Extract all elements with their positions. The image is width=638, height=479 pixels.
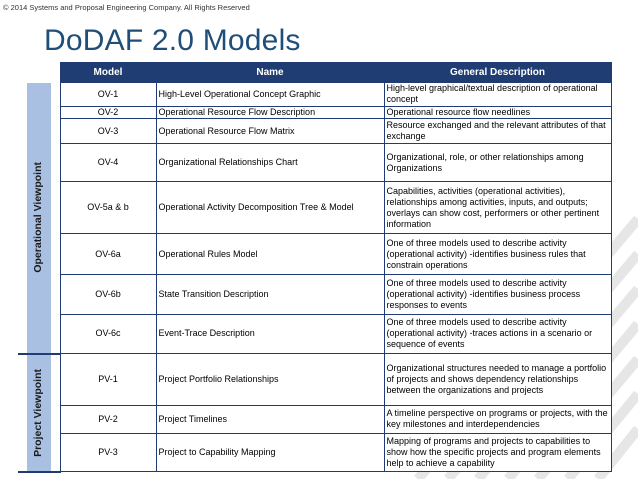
description-cell: Capabilities, activities (operational activities), relationships among activities, inputs, and outputs; overlays can show cost, performers or other pertinent information	[384, 182, 611, 234]
table-row	[18, 354, 611, 406]
description-cell: A timeline perspective on programs or projects, with the key milestones and interdependencies	[384, 405, 611, 433]
project-viewpoint-cell	[18, 354, 60, 472]
name-cell: State Transition Description	[156, 275, 384, 314]
name-cell: High-Level Operational Concept Graphic	[156, 83, 384, 107]
model-cell: PV-3	[60, 433, 156, 471]
model-cell: PV-1	[60, 354, 156, 406]
header-name: Name	[156, 63, 384, 83]
name-cell: Project Timelines	[156, 405, 384, 433]
description-cell: One of three models used to describe activity (operational activity) -identifies business process responses to events	[384, 275, 611, 314]
description-cell: Resource exchanged and the relevant attributes of that exchange	[384, 119, 611, 144]
model-cell: OV-3	[60, 119, 156, 144]
name-cell: Event-Trace Description	[156, 314, 384, 353]
table-row	[18, 83, 611, 107]
model-cell: OV-6c	[60, 314, 156, 353]
name-cell: Project to Capability Mapping	[156, 433, 384, 471]
table-header-row	[18, 63, 611, 83]
project-viewpoint-label: Project Viewpoint	[32, 368, 45, 457]
description-cell: One of three models used to describe activity (operational activity) -identifies business rules that constrain operations	[384, 233, 611, 274]
model-cell: OV-6a	[60, 233, 156, 274]
name-cell: Operational Resource Flow Description	[156, 106, 384, 118]
model-cell: OV-5a & b	[60, 182, 156, 234]
table-row	[18, 182, 611, 234]
table-row	[18, 275, 611, 314]
description-cell: Mapping of programs and projects to capabilities to show how the specific projects and program elements help to achieve a capability	[384, 433, 611, 471]
name-cell: Project Portfolio Relationships	[156, 354, 384, 406]
name-cell: Operational Activity Decomposition Tree & Model	[156, 182, 384, 234]
table-row	[18, 314, 611, 353]
name-cell: Operational Rules Model	[156, 233, 384, 274]
operational-viewpoint-cell	[18, 83, 60, 354]
description-cell: High-level graphical/textual description of operational concept	[384, 83, 611, 107]
model-cell: OV-2	[60, 106, 156, 118]
table-row	[18, 144, 611, 182]
table-row	[18, 119, 611, 144]
model-cell: OV-1	[60, 83, 156, 107]
table-row	[18, 233, 611, 274]
slide-title: DoDAF 2.0 Models	[44, 24, 301, 57]
header-model: Model	[60, 63, 156, 83]
name-cell: Operational Resource Flow Matrix	[156, 119, 384, 144]
table-row	[18, 106, 611, 118]
dodaf-models-table	[18, 62, 612, 473]
table-row	[18, 405, 611, 433]
description-cell: One of three models used to describe activity (operational activity) -traces actions in a scenario or sequence of events	[384, 314, 611, 353]
description-cell: Operational resource flow needlines	[384, 106, 611, 118]
description-cell: Organizational, role, or other relationships among Organizations	[384, 144, 611, 182]
header-corner	[18, 63, 60, 83]
model-cell: OV-6b	[60, 275, 156, 314]
header-description: General Description	[384, 63, 611, 83]
model-cell: PV-2	[60, 405, 156, 433]
model-cell: OV-4	[60, 144, 156, 182]
table-row	[18, 433, 611, 471]
name-cell: Organizational Relationships Chart	[156, 144, 384, 182]
copyright-notice: © 2014 Systems and Proposal Engineering Company. All Rights Reserved	[3, 3, 250, 12]
operational-viewpoint-label: Operational Viewpoint	[32, 162, 45, 273]
description-cell: Organizational structures needed to manage a portfolio of projects and shows dependency relationships between the organizations and projects	[384, 354, 611, 406]
